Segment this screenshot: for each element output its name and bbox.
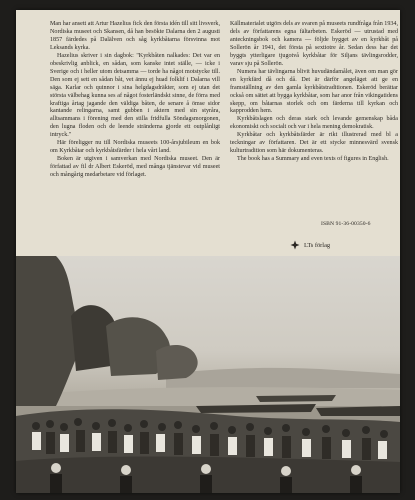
blurb-left-column <box>50 21 220 180</box>
blurb-paragraph: Här föreligger nu till Nordiska museets 100-årsjubileum en bok om Kyrkbåtar och kyrkbåtsfärder i hela vårt land. <box>50 140 220 155</box>
church-boat-painting <box>16 256 400 493</box>
blurb-paragraph: Boken är utgiven i samverkan med Nordiska museet. Den är författad av fil dr Albert Eskeröd, med många tjänstevar vid museet och mångårig medarbetare vid förlaget. <box>50 156 220 179</box>
blurb-paragraph: Källmaterialet utgörs dels av svaren på museets rundfråga från 1934, dels av författarens egna fältarbeten. Eskeröd — utrustad med anteckningsbok och kamera — följde bygget av en kyrkbåt på Sollerön år 1941, det första på sextiotre år. Sedan dess har det byggts ytterligare tjugotvå kyrkbåtar för Siljans tävlingsrodder, varav sju på Sollerön. <box>230 21 398 67</box>
blurb-paragraph: Hazelius skriver i sin dagbok: "Kyrkbåten nalkades: Det var en obeskrivlig anblick, en sådan, som kanske intet ställe, — icke i Sverige och i heller utom detsamma — torde ha något motstycke till. Den som ej sett en sådan båt, vet ännu ej huad folklif i Dalarna vill säga. Karlar och quinnor i sina helgdagsdräkter, som ej utan det största välbehag kunna ses af något fosterländskt sinne, de förra med kraftiga årtag jagande den väldiga båten, de senare å ömse sidor kantande relingarna, samt gubben i aktern med sin styråra, alltsammans i förening med den stilla fridfulla Söndagsmorgonen, den lugna floden och de leende stränderna gjorde ett outplånligt intryck." <box>50 52 220 139</box>
summary-note: The book has a Summary and even texts of figures in English. <box>237 156 389 163</box>
blurb-paragraph: Numera har tävlingarna blivit huvudändamålet, även om man gör en kyrkfärd då och då. Det är därför angeläget att ge en framställning av den gamla kyrkbåtstraditionen. Eskeröd berättar också om sättet att bygga kyrkbåtar, som har anor från vikingatidens skepp, om båtarnas storlek och om färderna till kyrkan och kapprodden hem. <box>230 68 398 115</box>
publisher-name: LTs förlag <box>304 241 331 249</box>
book-back-cover <box>16 10 400 493</box>
lts-logo-icon <box>290 240 300 250</box>
blurb-paragraph: Man har ansett att Artur Hazelius fick den första idén till sitt livsverk, Nordiska museet och Skansen, då han besökte Dalarna den 2 augusti 1857 färdedes på Dalälven och såg kyrkbåtarna försvinna mot Leksands kyrka. <box>50 21 220 51</box>
blurb-right-column <box>230 21 398 164</box>
blurb-paragraph: Kyrkbåtar och kyrkbåtsfärder är rikt illustrerad med bl a teckningar av författaren. Det är ett stycke minnesvärd svensk kulturtradition som här dokumenteras. <box>230 132 398 155</box>
publisher-imprint <box>290 240 330 250</box>
painting-illustration <box>16 256 400 493</box>
isbn-number: ISBN 91-36-00350-6 <box>321 221 371 227</box>
blurb-paragraph: Kyrkbåtslagen och deras stark och levande gemenskap båda ekonomiskt och socialt och var i hela mening demokratisk. <box>230 116 398 131</box>
blurb-panel <box>16 10 400 256</box>
